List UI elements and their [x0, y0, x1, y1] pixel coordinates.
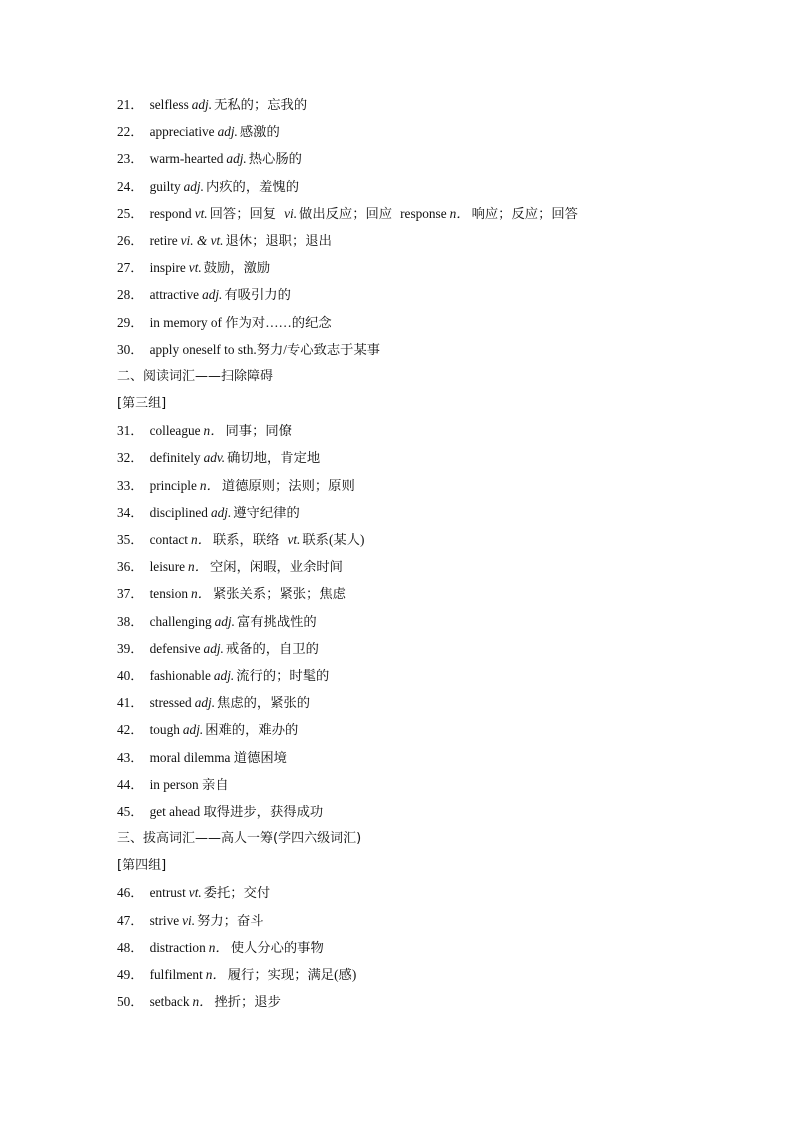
entry-number: 47． [117, 912, 144, 928]
entry-number: 37． [117, 586, 144, 602]
vocab-entry-27 [117, 254, 717, 281]
entry-pos: vi. [182, 912, 196, 928]
entry-number: 21． [117, 97, 144, 112]
vocab-entry-48 [117, 934, 717, 961]
entry-number: 30． [117, 341, 144, 357]
entry-pos: n． [191, 532, 211, 547]
entry-pos: n． [191, 586, 211, 602]
entry-phrase: get ahead 取得进步，获得成功 [149, 803, 324, 819]
vocab-entry-37 [117, 580, 717, 607]
entry-phrase: in person 亲自 [149, 776, 229, 792]
entry-pos-secondary: vi. [284, 205, 298, 221]
vocab-entry-24 [117, 173, 717, 200]
entry-phrase: moral dilemma 道德困境 [149, 749, 287, 765]
vocab-entry-49 [117, 961, 717, 988]
entry-number: 34． [117, 504, 144, 520]
vocab-entry-35 [117, 526, 717, 553]
entry-number: 50． [117, 994, 144, 1010]
entry-definition: 回答；回复 [209, 205, 277, 221]
entry-related-pos: n． [449, 205, 470, 221]
entry-definition: 遵守纪律的 [233, 504, 300, 520]
entry-definition: 焦虑的，紧张的 [217, 695, 311, 711]
entry-number: 40． [117, 667, 144, 683]
entry-word: selfless [149, 97, 189, 112]
entry-definition-secondary: 联系(某人) [302, 532, 365, 547]
entry-pos: vi. & vt. [180, 232, 224, 248]
entry-pos: adj. [214, 613, 235, 629]
entry-word: entrust [149, 885, 186, 901]
entry-pos: vt. [188, 260, 202, 276]
entry-definition: 戒备的，自卫的 [225, 640, 319, 656]
vocab-entry-21 [117, 91, 717, 118]
entry-number: 48． [117, 939, 144, 955]
vocab-entry-42 [117, 716, 717, 743]
vocab-entry-34 [117, 499, 717, 526]
entry-word: fashionable [149, 667, 211, 683]
vocab-entry-47 [117, 907, 717, 934]
entry-word: defensive [149, 640, 201, 656]
entry-pos: vt. [194, 205, 208, 221]
entry-number: 24． [117, 178, 144, 194]
entry-word: warm-hearted [149, 151, 224, 167]
entry-number: 45． [117, 803, 144, 819]
vocabulary-list [117, 91, 717, 1015]
entry-word: distraction [149, 939, 206, 955]
entry-definition: 富有挑战性的 [236, 613, 317, 629]
entry-pos: n． [205, 967, 226, 982]
entry-definition: 空闲，闲暇，业余时间 [210, 559, 343, 575]
entry-definition: 流行的；时髦的 [236, 667, 330, 683]
entry-definition: 履行；实现；满足(感) [227, 967, 357, 982]
vocab-entry-31 [117, 417, 717, 444]
entry-word: fulfilment [149, 967, 203, 982]
phrase-entry-45 [117, 798, 717, 825]
entry-word: strive [149, 912, 180, 928]
entry-definition: 使人分心的事物 [230, 939, 324, 955]
vocab-entry-40 [117, 662, 717, 689]
entry-number: 42． [117, 722, 144, 738]
entry-number: 33． [117, 477, 144, 493]
entry-definition: 委托；交付 [203, 885, 271, 901]
vocab-entry-26 [117, 227, 717, 254]
entry-definition: 退休；退职；退出 [225, 232, 332, 248]
entry-pos: vt. [188, 885, 202, 901]
entry-number: 36． [117, 559, 144, 575]
vocab-entry-25 [117, 200, 717, 227]
entry-number: 39． [117, 640, 144, 656]
vocab-entry-36 [117, 553, 717, 580]
entry-related-word: response [400, 205, 447, 221]
entry-word: disciplined [149, 504, 208, 520]
section-heading: 二、阅读词汇——扫除障碍 [117, 368, 274, 384]
entry-related-definition: 响应；反应；回答 [471, 205, 578, 221]
group-label: [第四组] [117, 858, 167, 874]
vocab-entry-33 [117, 472, 717, 499]
entry-word: respond [149, 205, 192, 221]
vocab-entry-38 [117, 608, 717, 635]
phrase-entry-44 [117, 771, 717, 798]
entry-definition: 确切地，肯定地 [227, 450, 321, 466]
vocab-entry-22 [117, 118, 717, 145]
entry-word: appreciative [149, 124, 215, 140]
entry-pos: adj. [203, 640, 224, 656]
entry-definition: 困难的，难办的 [205, 722, 299, 738]
entry-number: 49． [117, 967, 144, 982]
entry-definition: 道德原则；法则；原则 [221, 477, 355, 493]
phrase-entry-30 [117, 336, 717, 363]
entry-definition: 努力；奋斗 [197, 912, 264, 928]
entry-number: 46． [117, 885, 144, 901]
entry-word: stressed [149, 695, 192, 711]
entry-word: leisure [149, 559, 186, 575]
entry-definition: 内疚的，羞愧的 [205, 178, 300, 194]
entry-number: 26． [117, 232, 144, 248]
entry-pos: adj. [202, 287, 223, 303]
entry-pos: adv. [203, 450, 226, 466]
vocab-entry-23 [117, 145, 717, 172]
entry-number: 32． [117, 450, 144, 466]
entry-number: 44． [117, 776, 144, 792]
entry-number: 41． [117, 695, 144, 711]
entry-pos: n． [203, 423, 224, 439]
entry-pos: adj. [226, 151, 247, 167]
entry-pos: n． [208, 939, 229, 955]
entry-phrase: apply oneself to sth.努力/专心致志于某事 [149, 341, 381, 357]
entry-number: 35． [117, 532, 144, 547]
entry-number: 28． [117, 287, 144, 303]
entry-pos: adj. [183, 178, 204, 194]
entry-number: 38． [117, 613, 144, 629]
vocab-entry-50 [117, 988, 717, 1015]
entry-pos: adj. [210, 504, 232, 520]
entry-pos: n． [199, 477, 220, 493]
entry-definition: 无私的；忘我的 [214, 97, 308, 112]
entry-number: 22． [117, 124, 144, 140]
entry-word: tension [149, 586, 189, 602]
entry-pos: adj. [194, 695, 216, 711]
entry-definition-secondary: 做出反应；回应 [299, 205, 393, 221]
group-label: [第三组] [117, 396, 167, 412]
entry-word: attractive [149, 287, 200, 303]
entry-number: 31． [117, 423, 144, 439]
entry-pos: n． [192, 994, 213, 1010]
entry-pos: adj. [182, 722, 204, 738]
phrase-entry-43 [117, 744, 717, 771]
entry-word: guilty [149, 178, 181, 194]
vocab-entry-39 [117, 635, 717, 662]
entry-word: colleague [149, 423, 201, 439]
entry-definition: 联系，联络 [212, 532, 280, 547]
entry-definition: 鼓励，激励 [203, 260, 271, 276]
entry-pos: adj. [213, 667, 235, 683]
entry-number: 27． [117, 260, 144, 276]
entry-word: tough [149, 722, 180, 738]
entry-word: challenging [149, 613, 212, 629]
vocab-entry-41 [117, 689, 717, 716]
entry-word: setback [149, 994, 190, 1010]
vocab-entry-32 [117, 444, 717, 471]
entry-phrase: in memory of 作为对……的纪念 [149, 314, 332, 330]
entry-number: 23． [117, 151, 144, 167]
entry-definition: 挫折；退步 [214, 994, 281, 1010]
entry-definition: 有吸引力的 [224, 287, 291, 303]
entry-definition: 同事；同僚 [225, 423, 292, 439]
entry-word: contact [149, 532, 188, 547]
entry-definition: 紧张关系；紧张；焦虑 [212, 586, 346, 602]
vocab-entry-28 [117, 281, 717, 308]
entry-word: principle [149, 477, 197, 493]
entry-word: retire [149, 232, 178, 248]
entry-definition: 感激的 [239, 124, 280, 140]
entry-pos: adj. [217, 124, 238, 140]
entry-number: 25． [117, 205, 144, 221]
vocab-entry-46 [117, 879, 717, 906]
entry-pos: adj. [191, 97, 213, 112]
entry-word: inspire [149, 260, 186, 276]
entry-definition: 热心肠的 [248, 151, 302, 167]
entry-word: definitely [149, 450, 201, 466]
entry-number: 29． [117, 314, 144, 330]
entry-number: 43． [117, 749, 144, 765]
phrase-entry-29 [117, 309, 717, 336]
section-heading: 三、拔高词汇——高人一筹(学四六级词汇) [117, 831, 362, 847]
entry-pos: n． [188, 559, 208, 575]
entry-pos-secondary: vt. [287, 532, 301, 547]
